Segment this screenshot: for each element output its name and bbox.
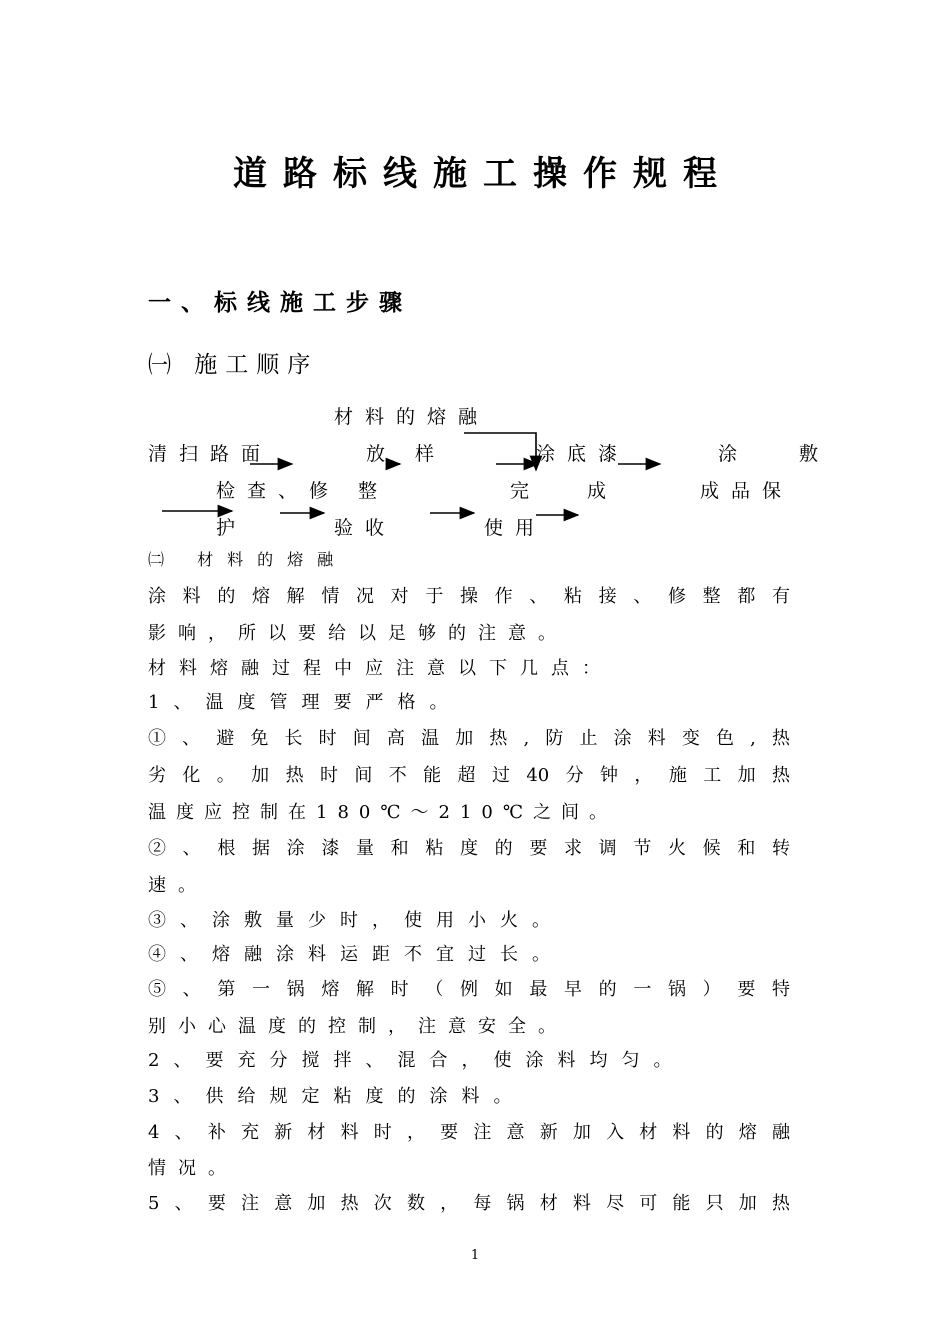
flow-step-protection-cont: 护 <box>216 517 248 539</box>
list-item: 温度应控制在180℃～210℃之间。 <box>148 802 617 823</box>
section-heading: 一、标线施工步骤 <box>148 289 412 316</box>
body-line: 涂料的熔解情况对于操作、粘接、修整都有 <box>148 586 790 607</box>
page-number: 1 <box>470 1248 480 1263</box>
list-item: ①、避免长时间高温加热,防止涂料变色,热 <box>148 728 790 749</box>
list-item: ④、熔融涂料运距不宜过长。 <box>148 944 564 965</box>
flow-step-acceptance: 验收 <box>334 517 397 539</box>
list-item: ⑤、第一锅熔解时（例如最早的一锅）要特 <box>148 979 790 1000</box>
flow-step-material-melting: 材料的熔融 <box>334 406 490 428</box>
flow-step-inspect-trim: 检查、修 整 <box>216 480 390 502</box>
list-item: 2、要充分搅拌、混合，使涂料均匀。 <box>148 1050 686 1071</box>
flow-step-layout: 放 样 <box>366 443 447 465</box>
list-item: ③、涂敷量少时，使用小火。 <box>148 910 564 931</box>
list-item: 5、要注意加热次数，每锅材料尽可能只加热 <box>148 1193 790 1214</box>
list-item: ②、根据涂漆量和粘度的要求调节火候和转 <box>148 838 790 859</box>
list-item: 3、供给规定粘度的涂料。 <box>148 1086 526 1107</box>
list-item: 1、温度管理要严格。 <box>148 692 462 713</box>
flow-step-use: 使用 <box>484 517 547 539</box>
list-item: 4、补充新材料时，要注意新加入材料的熔融 <box>148 1122 790 1143</box>
list-item: 速。 <box>148 875 208 896</box>
body-line: 材料熔融过程中应注意以下几点： <box>148 658 613 679</box>
subsection-heading-construction-order: ㈠ 施工顺序 <box>148 352 319 378</box>
flow-step-clean-road: 清扫路面 <box>148 443 273 465</box>
body-line: 影响，所以要给以足够的注意。 <box>148 623 568 644</box>
flow-step-coating: 涂 敷 <box>718 443 847 465</box>
list-item: 劣化。加热时间不能超过40分钟，施工加热 <box>148 765 790 786</box>
list-item: 别小心温度的控制，注意安全。 <box>148 1016 568 1037</box>
flow-step-product-protection: 成品保 <box>700 480 794 502</box>
document-title: 道路标线施工操作规程 <box>233 154 733 194</box>
subsection-heading-material-melting: ㈡ 材料的熔融 <box>148 550 348 569</box>
flow-step-complete: 完 成 <box>510 480 633 502</box>
list-item: 情况。 <box>148 1158 238 1179</box>
flow-step-primer: 涂底漆 <box>536 443 630 465</box>
